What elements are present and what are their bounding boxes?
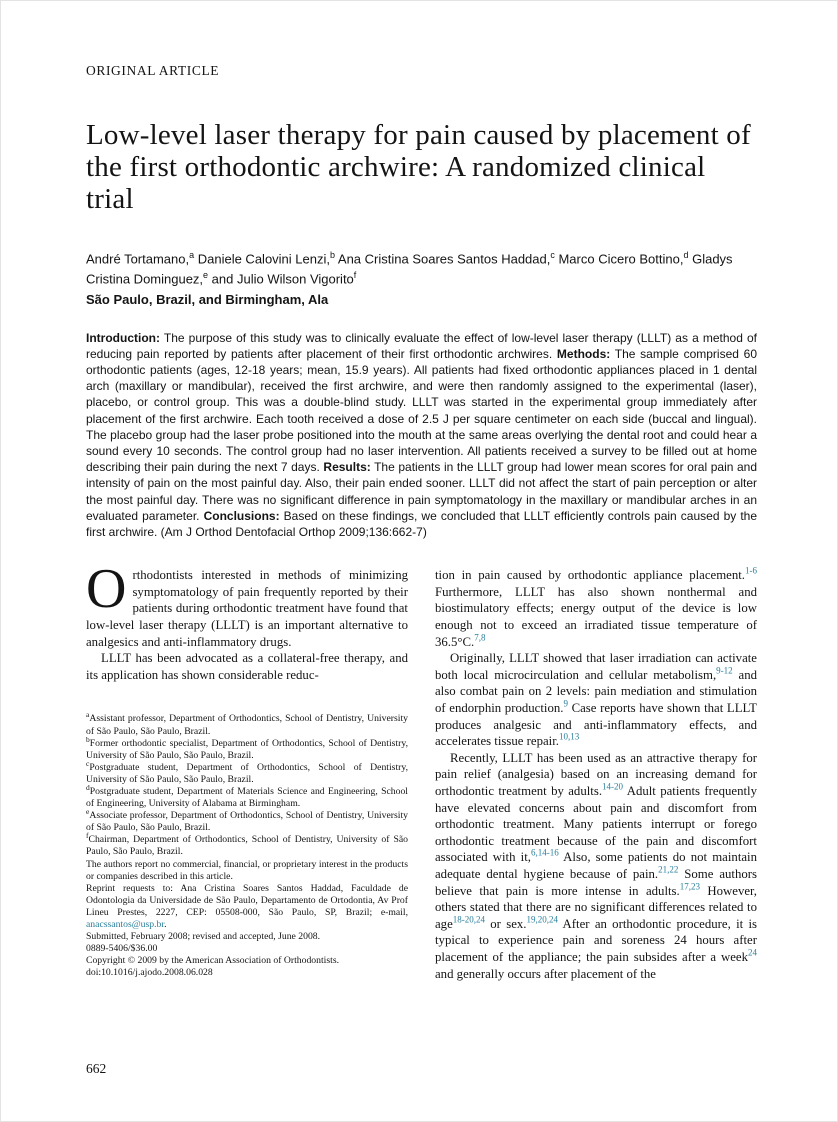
- footnote: Copyright © 2009 by the American Association of Orthodontists.: [86, 955, 340, 967]
- citation-superscript: e: [203, 270, 209, 281]
- citation-superscript: b: [329, 250, 335, 260]
- citation-superscript: 14-20: [602, 781, 624, 792]
- footnote-block: [86, 710, 408, 979]
- right-column: [435, 567, 757, 982]
- footnote: Reprint requests to: Ana Cristina Soares Santos Haddad, Faculdade de Odontologia da Universidade de São Paulo, Departamento de Ortodontia, Av Prof Lineu Prestes, 2227, CEP: 05508-000, São Paulo, SP, Brazil; e-mail, anacssantos@usp.br.: [86, 882, 408, 931]
- citation-superscript: e: [86, 806, 90, 816]
- left-column: [86, 558, 408, 982]
- body-paragraph: tion in pain caused by orthodontic appliance placement.$^{1-6}$ Furthermore, LLLT has also shown nonthermal and biostimulatory effects; energy output of the device is low enough not to exceed an irradiated tissue temperature of 36.5°C.$^{7,8}$: [435, 566, 757, 649]
- footnote: $^d$Postgraduate student, Department of Materials Science and Engineering, School of Engineering, University of Alabama at Birmingham.: [86, 782, 408, 810]
- body-paragraph: LLLT has been advocated as a collateral-free therapy, and its application has shown considerable reduc-: [86, 651, 408, 682]
- footnote: $^a$Assistant professor, Department of Orthodontics, School of Dentistry, University of São Paulo, São Paulo, Brazil.: [86, 710, 408, 737]
- citation-superscript: 10,13: [559, 731, 580, 742]
- dropcap-letter: O: [86, 558, 127, 621]
- citation-superscript: 24: [748, 947, 757, 958]
- citation-superscript: 19,20,24: [526, 914, 558, 925]
- citation-superscript: a: [86, 710, 90, 720]
- footnote: $^e$Associate professor, Department of Orthodontics, School of Dentistry, University of São Paulo, São Paulo, Brazil.: [86, 806, 408, 834]
- footnote: 0889-5406/$36.00: [86, 943, 158, 955]
- citation-superscript: 18-20,24: [452, 914, 486, 925]
- body-paragraph: [86, 558, 408, 650]
- article-type-kicker: ORIGINAL ARTICLE: [86, 63, 220, 78]
- footnote: The authors report no commercial, financial, or proprietary interest in the products or companies described in this article.: [86, 858, 408, 882]
- footnote: Submitted, February 2008; revised and accepted, June 2008.: [86, 931, 321, 943]
- footnote: $^f$Chairman, Department of Orthodontics, School of Dentistry, University of São Paulo, São Paulo, Brazil.: [86, 831, 408, 858]
- citation-superscript: f: [353, 270, 357, 281]
- page-number: 662: [86, 1061, 107, 1076]
- article-title: Low-level laser therapy for pain caused by placement of the first orthodontic archwire: A randomized clinical trial: [86, 119, 751, 215]
- body-columns: [86, 558, 758, 982]
- citation-superscript: 21,22: [658, 864, 679, 875]
- citation-superscript: 9: [563, 698, 568, 709]
- citation-superscript: d: [86, 782, 90, 792]
- author-list: André Tortamano,$^a$ Daniele Calovini Lenzi,$^b$ Ana Cristina Soares Santos Haddad,$^c$ Marco Cicero Bottino,$^d$ Gladys Cristina Dominguez,$^e$ and Julio Wilson Vigorito$^f$: [86, 250, 733, 287]
- citation-superscript: b: [86, 734, 90, 744]
- citation-superscript: 9-12: [716, 665, 733, 676]
- abstract: Introduction: The purpose of this study was to clinically evaluate the effect of low-level laser therapy (LLLT) as a method of reducing pain reported by patients after placement of their first orthodontic archwires. Methods: The sample comprised 60 orthodontic patients (ages, 12-18 years; mean, 15.9 years). All patients had fixed orthodontic appliances placed in 1 dental arch (maxillary or mandibular), received the first archwire, and were then randomly assigned to the experimental (laser), placebo, or control group. This was a double-blind study. LLLT was started in the experimental group immediately after placement of the first archwire. Each tooth received a dose of 2.5 J per square centimeter on each side (buccal and lingual). The placebo group had the laser probe positioned into the mouth at the same areas overlying the dental root and could hear a sound every 10 seconds. The control group had no laser intervention. All patients received a survey to be filled out at home describing their pain during the next 7 days. Results: The patients in the LLLT group had lower mean scores for oral pain and intensity of pain on the most painful day. Also, their pain ended sooner. LLLT did not affect the start of pain perception or alter the most painful day. There was no significant difference in pain symptomatology in the maxillary or mandibular arches in an evaluated parameter. Conclusions: Based on these findings, we concluded that LLLT efficiently controls pain caused by the first archwire. (Am J Orthod Dentofacial Orthop 2009;136:662-7): [86, 330, 758, 540]
- footnote: $^c$Postgraduate student, Department of Orthodontics, School of Dentistry, University of São Paulo, São Paulo, Brazil.: [86, 758, 408, 785]
- paragraph-text: rthodontists interested in methods of minimizing symptomatology of pain frequently reported by their patients during orthodontic treatment have found that low-level laser therapy (LLLT) is an important alternative to analgesics and anti-inflammatory drugs.: [86, 568, 408, 649]
- citation-superscript: a: [189, 250, 195, 260]
- body-paragraph: Originally, LLLT showed that laser irradiation can activate both local microcirculation and cellular metabolism,$^{9-12}$ and also combat pain on 2 levels: pain mediation and stimulation of endorphin production.$^9$ Case reports have shown that LLLT produces analgesic and anti-inflammatory effects, and accelerates tissue repair.$^{10,13}$: [435, 651, 757, 749]
- citation-superscript: c: [86, 758, 90, 768]
- body-paragraph: Recently, LLLT has been used as an attractive therapy for pain relief (analgesia) based on an increasing demand for orthodontic treatment by adults.$^{14-20}$ Adult patients frequently have elevated concerns about pain and discomfort from orthodontic treatment. Many patients interrupt or forego orthodontic treatment because of the pain and discomfort associated with it,$^{6,14-16}$ Also, some patients do not maintain adequate dental hygiene because of pain.$^{21,22}$ Some authors believe that pain is more intense in adults.$^{17,23}$ However, others stated that there are no significant differences related to age$^{18-20,24}$ or sex.$^{19,20,24}$ After an orthodontic procedure, it is typical to experience pain and soreness 24 hours after placement of the appliance; the pain subsides after a week$^{24}$ and generally occurs after placement of the: [435, 750, 758, 981]
- affiliation-line: São Paulo, Brazil, and Birmingham, Ala: [86, 291, 329, 307]
- citation-superscript: d: [683, 250, 689, 260]
- email-link[interactable]: anacssantos@usp.br: [86, 919, 165, 931]
- citation-superscript: 1-6: [745, 566, 757, 577]
- citation-superscript: 6,14-16: [530, 848, 559, 859]
- citation-superscript: 17,23: [679, 881, 700, 892]
- footnote: doi:10.1016/j.ajodo.2008.06.028: [86, 967, 213, 979]
- citation-superscript: f: [86, 831, 89, 841]
- citation-superscript: c: [550, 250, 555, 260]
- footnote: $^b$Former orthodontic specialist, Department of Orthodontics, School of Dentistry, University of São Paulo, São Paulo, Brazil.: [86, 734, 408, 761]
- page-content: [86, 1, 757, 982]
- citation-superscript: 7,8: [474, 632, 486, 643]
